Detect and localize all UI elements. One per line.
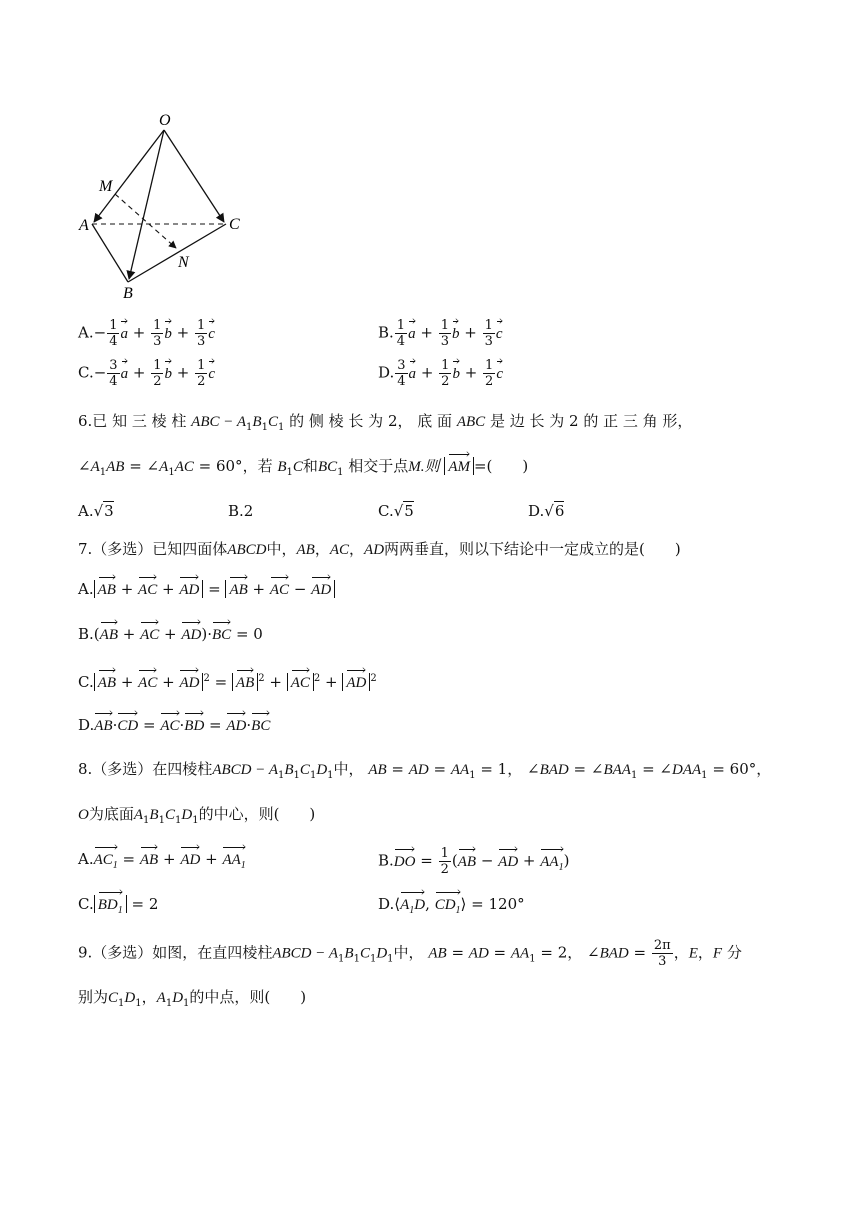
label-B: B [123,285,133,302]
q6-option-d[interactable]: D.√6 [528,502,565,520]
q8-option-c[interactable]: C. $BD_1 = 2$ [78,893,158,922]
tetrahedron-figure [70,108,260,303]
q8-option-b[interactable]: B.DO = $\frac{1}{2}$ (AB − AD + $AA_1$) [378,846,570,877]
q7-option-b[interactable]: B.(AB + AC + AD)·BC = 0 [78,623,263,646]
q8-option-d[interactable]: $D.⟨A_1D$, $CD_1⟩ = 120^\circ$ [378,893,525,922]
q6-stem-line1: 6.已 知 三 棱 柱 ABC − $A_1B_1C_1$ 的 侧 棱 长 为 2， 底 面 ABC 是 边 长 为 2 的 正 三 角 形， [78,412,693,433]
q5-option-c[interactable]: C.− $\frac{3}{4}$ a + $\frac{1}{2}$ b + $\frac{1}{2}$ c [78,358,216,389]
q9-stem-line2: 别为$C_1D_1$，$A_1D_1$的中点，则( ) [78,988,307,1009]
q8-stem-line2: O为底面$A_1B_1C_1D_1$的中心，则( ) [78,805,316,826]
edge-OC [164,130,224,222]
label-A: A [79,217,89,234]
q5-option-b[interactable]: B. $\frac{1}{4}$ a + $\frac{1}{3}$ b + $\frac{1}{3}$ c [378,318,503,349]
edge-AB [92,224,128,282]
q6-stem-line2: $\angle A_1AB$ = $\angle A_1AC = 60^\circ$，若 $B_1C$和$BC_1$ 相交于点M.则 AM =( ) [78,457,529,478]
segment-MN [115,194,176,248]
q6-option-b[interactable]: B.2 [228,502,254,520]
edge-BC [128,224,226,282]
q8-stem-line1: 8.（多选）在四棱柱ABCD − $A_1B_1C_1D_1$中， AB = AD = $AA_1 = 1$， ∠BAD = $\angle BAA_1$ = $\angle DAA_1 = 60^\circ$， [78,760,772,781]
q5-option-d[interactable]: D. $\frac{3}{4}$ a + $\frac{1}{2}$ b + $\frac{1}{2}$ c [378,358,503,389]
label-M: M [99,178,113,195]
q7-option-c[interactable]: C. AB + AC + AD $^2$ = AB $^2$ + AC $^2$ + AD $^2$ [78,668,377,694]
label-O: O [159,112,171,129]
label-C: C [229,216,240,233]
q6-option-c[interactable]: C.√5 [378,502,414,520]
q8-option-a[interactable]: $A.AC_1$ = AB + AD + $AA_1$ [78,848,246,877]
q6-option-a[interactable]: A.√3 [78,502,114,520]
q5-option-a[interactable]: A.− $\frac{1}{4}$ a + $\frac{1}{3}$ b + $\frac{1}{3}$ c [78,318,215,349]
q7-stem: 7.（多选）已知四面体ABCD中，AB，AC，AD两两垂直，则以下结论中一定成立的是( ) [78,540,681,558]
label-N: N [178,254,189,271]
q9-stem-line1: 9.（多选）如图，在直四棱柱ABCD − $A_1B_1C_1D_1$中， AB = AD = $AA_1 = 2$， ∠BAD = $\frac{2\pi}{3}$ ，E，F 分 [78,938,742,969]
q7-option-d[interactable]: D.AB·CD = AC·BD = AD·BC [78,714,270,737]
q7-option-a[interactable]: A. AB + AC + AD = AB + AC − AD [78,578,335,601]
